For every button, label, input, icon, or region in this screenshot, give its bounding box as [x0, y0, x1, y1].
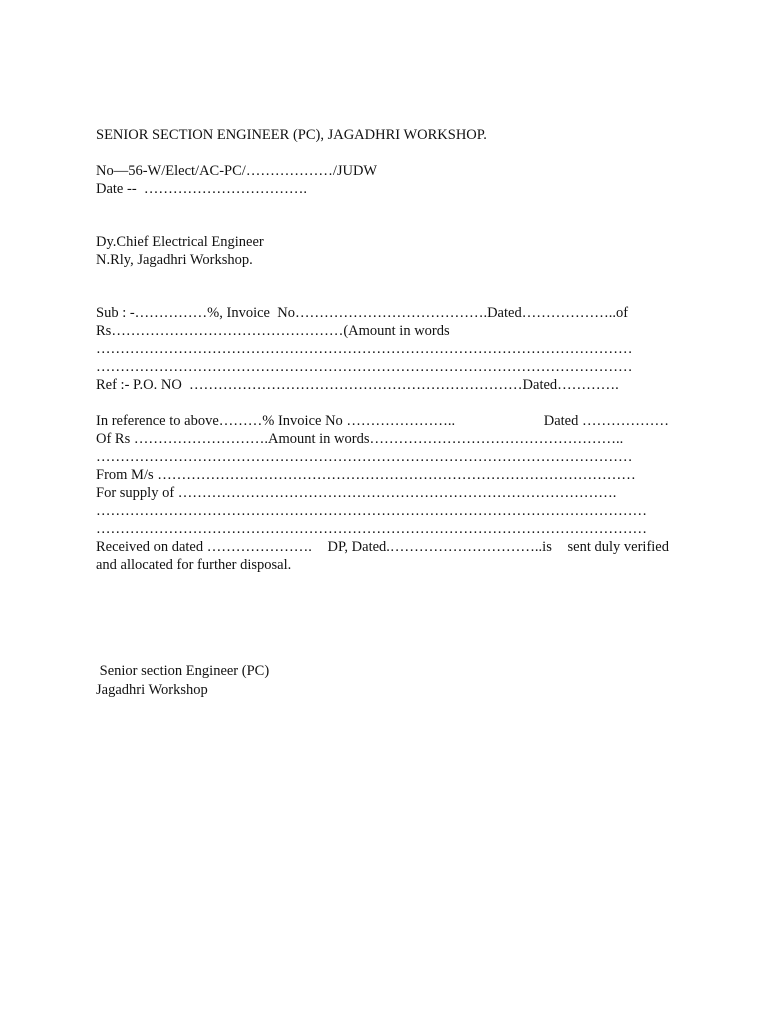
body-received-text: Received on dated …………………. [96, 539, 312, 555]
body-firm-line: From M/s ……………………………………………………………………………………… [96, 467, 636, 483]
body-invoice-text: In reference to above………% Invoice No ………………….. [96, 413, 456, 429]
body-supply-line: For supply of ………………………………………………………………………………. [96, 485, 617, 501]
letter-date: Date -- ……………………………. [96, 181, 308, 197]
body-blank-line-3: …………………………………………………………………………………………………… [96, 521, 647, 537]
body-closing-line: and allocated for further disposal. [96, 557, 292, 573]
subject-blank-line-2: ………………………………………………………………………………………………… [96, 359, 633, 375]
letterhead-title: SENIOR SECTION ENGINEER (PC), JAGADHRI WORKSHOP. [96, 127, 487, 143]
addressee-location: N.Rly, Jagadhri Workshop. [96, 252, 253, 268]
body-dp-text: DP, Dated.…………………………..is [327, 539, 552, 555]
reference-number: No—56-W/Elect/AC-PC/………………/JUDW [96, 163, 378, 179]
signatory-place: Jagadhri Workshop [96, 682, 208, 698]
body-received-line [96, 538, 669, 556]
subject-blank-line-1: ………………………………………………………………………………………………… [96, 341, 633, 357]
signatory-designation: Senior section Engineer (PC) [96, 663, 270, 679]
subject-line: Sub : -……………%, Invoice No………………………………….Dated………………..of [96, 305, 629, 321]
addressee-designation: Dy.Chief Electrical Engineer [96, 234, 264, 250]
subject-amount-line: Rs…………………………………………(Amount in words [96, 323, 450, 339]
body-dated-text: Dated ……………… [543, 413, 669, 429]
body-verified-text: sent duly verified [567, 539, 669, 555]
body-amount-line: Of Rs ……………………….Amount in words…………………………………………….. [96, 431, 624, 447]
body-blank-line-1: ………………………………………………………………………………………………… [96, 449, 633, 465]
reference-po-line: Ref :- P.O. NO ……………………………………………………………Dated…………. [96, 377, 619, 393]
body-reference-line [96, 412, 669, 430]
body-blank-line-2: …………………………………………………………………………………………………… [96, 503, 647, 519]
